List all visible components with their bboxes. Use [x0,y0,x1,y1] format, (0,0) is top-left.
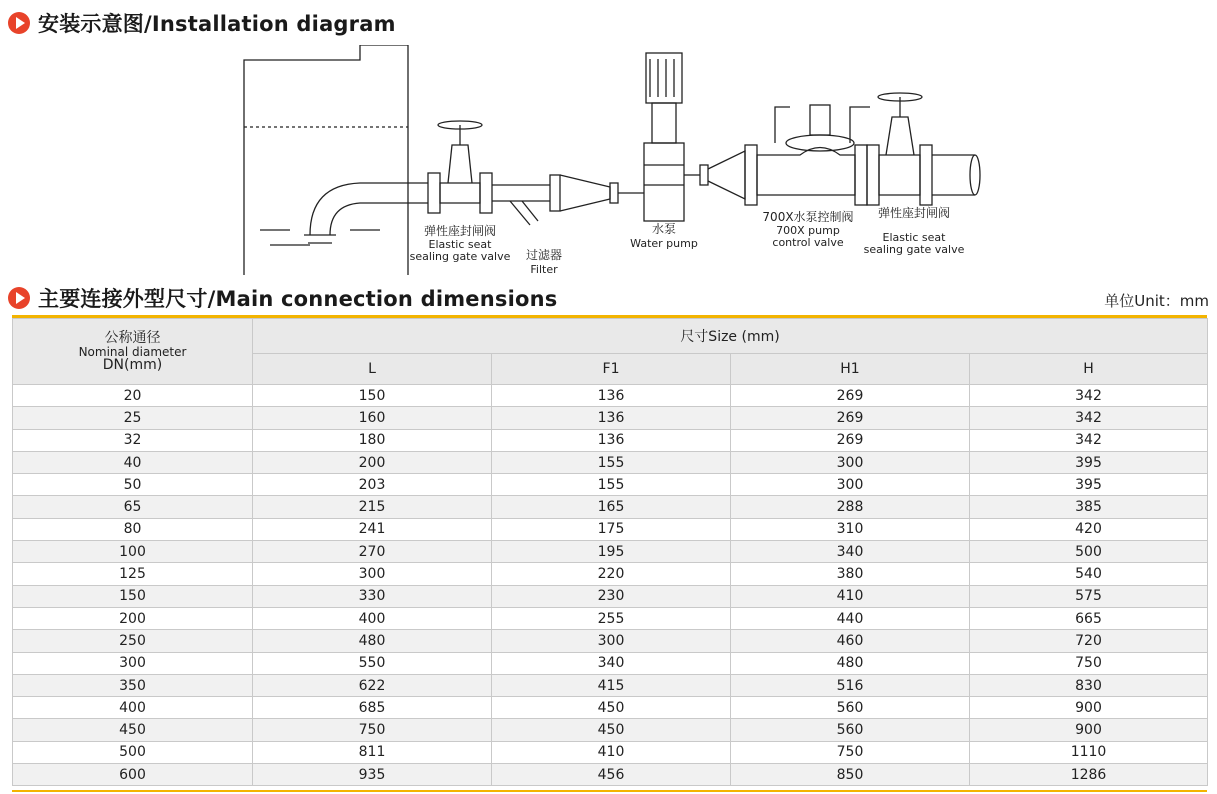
table-cell: 269 [731,429,970,451]
table-cell: 300 [731,474,970,496]
control-valve-cn: 700X水泵控制阀 [762,210,854,224]
table-cell: 456 [492,764,731,786]
column-header: L [253,354,492,385]
table-cell: 165 [492,496,731,518]
control-valve-en2: control valve [772,236,844,249]
table-body [13,385,1208,786]
y-filter [492,175,560,225]
size-header: 尺寸Size (mm) [253,319,1208,354]
table-cell: 410 [731,585,970,607]
table-cell: 550 [253,652,492,674]
table-cell: 342 [970,385,1208,407]
table-cell: 560 [731,719,970,741]
table-cell: 340 [492,652,731,674]
table-row [13,697,1208,719]
table-cell: 460 [731,630,970,652]
control-valve [745,105,870,205]
section-installation-title: 安装示意图/Installation diagram [38,12,396,36]
table-cell: 241 [253,518,492,540]
table-cell: 342 [970,429,1208,451]
table-cell: 395 [970,474,1208,496]
installation-diagram [230,45,990,280]
table-cell: 330 [253,585,492,607]
table-cell: 200 [13,607,253,629]
table-cell: 150 [253,385,492,407]
pump-en: Water pump [630,237,698,250]
table-row [13,585,1208,607]
table-cell: 900 [970,719,1208,741]
table-cell: 450 [492,697,731,719]
table-cell: 220 [492,563,731,585]
table-cell: 125 [13,563,253,585]
table-cell: 395 [970,451,1208,473]
table-row [13,385,1208,407]
table-cell: 900 [970,697,1208,719]
suction-pipe [304,183,428,243]
gate-valve-1-cn: 弹性座封闸阀 [423,224,497,238]
table-cell: 420 [970,518,1208,540]
table-row [13,407,1208,429]
table-cell: 40 [13,451,253,473]
table-cell: 136 [492,429,731,451]
table-cell: 136 [492,385,731,407]
table-row [13,451,1208,473]
table-cell: 400 [253,607,492,629]
table-row [13,607,1208,629]
column-header: H1 [731,354,970,385]
table-cell: 575 [970,585,1208,607]
table-cell: 385 [970,496,1208,518]
table-cell: 195 [492,541,731,563]
table-cell: 32 [13,429,253,451]
table-cell: 230 [492,585,731,607]
table-row [13,496,1208,518]
discharge-reducer [700,151,745,199]
table-cell: 136 [492,407,731,429]
dn-header-unit: DN(mm) [102,356,163,373]
table-cell: 340 [731,541,970,563]
table-cell: 80 [13,518,253,540]
table-cell: 1110 [970,741,1208,763]
table-cell: 750 [253,719,492,741]
outlet-pipe [932,155,980,195]
table-cell: 685 [253,697,492,719]
table-row [13,652,1208,674]
section-installation-heading [8,8,396,38]
table-row [13,630,1208,652]
table-cell: 269 [731,407,970,429]
table-cell: 175 [492,518,731,540]
table-cell: 440 [731,607,970,629]
table-cell: 342 [970,407,1208,429]
table-cell: 400 [13,697,253,719]
table-cell: 665 [970,607,1208,629]
table-cell: 380 [731,563,970,585]
table-row [13,474,1208,496]
table-cell: 350 [13,674,253,696]
table-cell: 300 [492,630,731,652]
table-cell: 410 [492,741,731,763]
table-cell: 155 [492,474,731,496]
table-cell: 450 [492,719,731,741]
filter-cn: 过滤器 [525,248,563,262]
table-cell: 500 [970,541,1208,563]
dn-header [13,319,253,385]
gate-valve-1 [428,121,492,213]
table-cell: 480 [731,652,970,674]
table-cell: 622 [253,674,492,696]
table-cell: 516 [731,674,970,696]
table-cell: 180 [253,429,492,451]
table-cell: 310 [731,518,970,540]
table-row [13,741,1208,763]
table-cell: 255 [492,607,731,629]
table-row [13,429,1208,451]
table-cell: 720 [970,630,1208,652]
table-cell: 811 [253,741,492,763]
dn-header-en: Nominal diameter [78,344,187,359]
table-cell: 203 [253,474,492,496]
table-cell: 540 [970,563,1208,585]
reducer [560,175,618,211]
table-cell: 415 [492,674,731,696]
table-cell: 50 [13,474,253,496]
section-dimensions-title: 主要连接外型尺寸/Main connection dimensions [38,287,558,311]
table-row [13,719,1208,741]
table-cell: 215 [253,496,492,518]
table-row [13,518,1208,540]
water-pump [618,53,700,221]
table-cell: 480 [253,630,492,652]
table-cell: 20 [13,385,253,407]
gate-valve-2-en1: Elastic seat [882,231,946,244]
table-cell: 300 [13,652,253,674]
gate-valve-1-en2: sealing gate valve [409,250,511,263]
table-cell: 600 [13,764,253,786]
table-row [13,563,1208,585]
table-cell: 65 [13,496,253,518]
table-cell: 750 [970,652,1208,674]
pump-cn: 水泵 [651,222,677,236]
table-cell: 100 [13,541,253,563]
filter-en: Filter [530,263,558,276]
table-cell: 25 [13,407,253,429]
play-bullet-icon [8,287,30,309]
control-valve-en1: 700X pump [776,224,840,237]
table-cell: 250 [13,630,253,652]
gate-valve-2-en2: sealing gate valve [863,243,965,256]
section-dimensions-heading [8,283,557,313]
table-cell: 1286 [970,764,1208,786]
table-cell: 850 [731,764,970,786]
table-cell: 155 [492,451,731,473]
table-cell: 150 [13,585,253,607]
table-cell: 750 [731,741,970,763]
dn-header-cn: 公称通径 [104,329,161,346]
table-cell: 300 [253,563,492,585]
table-cell: 288 [731,496,970,518]
table-cell: 269 [731,385,970,407]
column-header: H [970,354,1208,385]
table-cell: 200 [253,451,492,473]
dimensions-table [12,318,1208,786]
table-cell: 560 [731,697,970,719]
table-row [13,764,1208,786]
table-cell: 160 [253,407,492,429]
table-cell: 270 [253,541,492,563]
water-tank [244,45,408,275]
gate-valve-2 [867,93,932,205]
table-cell: 830 [970,674,1208,696]
table-row [13,541,1208,563]
table-row [13,674,1208,696]
table-bottom-rule [12,790,1207,792]
table-cell: 935 [253,764,492,786]
gate-valve-2-cn: 弹性座封闸阀 [877,206,951,220]
table-cell: 450 [13,719,253,741]
table-cell: 300 [731,451,970,473]
play-bullet-icon [8,12,30,34]
unit-label: 单位Unit：mm [1104,292,1209,310]
gate-valve-1-en1: Elastic seat [428,238,492,251]
table-cell: 500 [13,741,253,763]
column-header: F1 [492,354,731,385]
